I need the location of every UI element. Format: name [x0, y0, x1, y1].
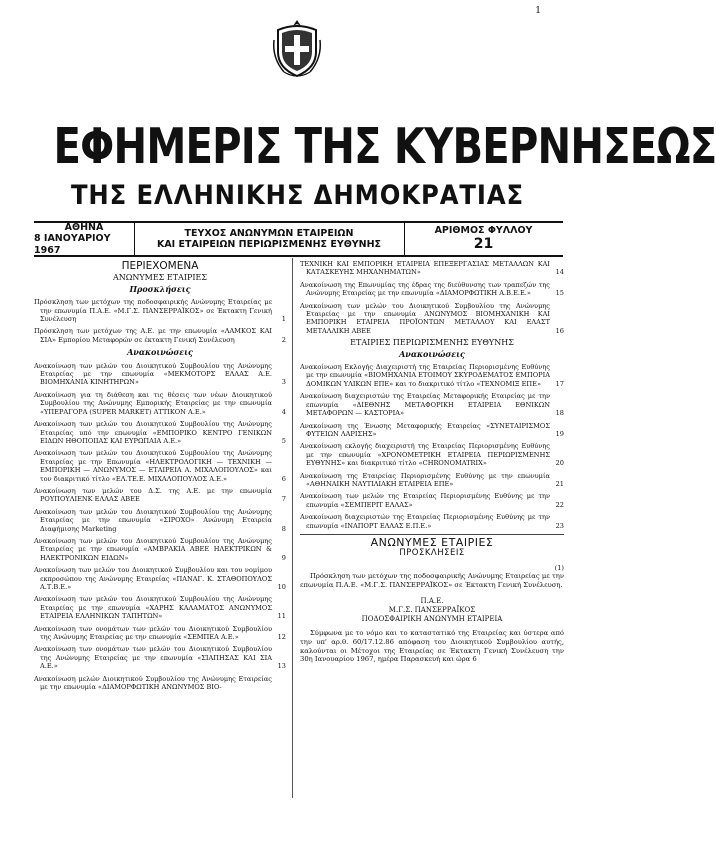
toc-entry[interactable] — [34, 625, 286, 642]
toc-entry-text: Πρόσκληση των μετόχων της ποδοσφαιρικής Ανώνυμης Εταιρείας με την επωνυμία Π.Α.Ε. «Μ.Γ.Σ. ΠΑΝΣΕΡΡΑΪΚΟΣ» σε Έκτακτη Γενική Συνέλευση — [34, 298, 272, 324]
company-line1: Π.Α.Ε. — [420, 597, 444, 606]
epe-announcements-subtitle: Ανακοινώσεις — [399, 348, 465, 359]
toc-entry-number: 18 — [555, 409, 564, 418]
invitations-heading: ΠΡΟΣΚΛΗΣΕΙΣ — [399, 548, 465, 559]
toc-entry[interactable] — [34, 675, 286, 692]
toc-entry[interactable] — [300, 492, 564, 509]
toc-entry[interactable] — [300, 472, 564, 489]
ae-section-title: ΑΝΩΝΥΜΕΣ ΕΤΑΙΡΙΕΣ — [112, 273, 208, 283]
toc-entry-text: Ανακοίνωση των ονομάτων των μελών του Διοικητικού Συμβουλίου της Ανώνυμης Εταιρείας με την επωνυμία «ΣΙΑΠΗΣΑΣ ΚΑΙ ΣΙΑ Α.Ε.» — [34, 645, 272, 671]
toc-entry[interactable] — [300, 281, 564, 298]
toc-entry-text: Ανακοίνωση των μελών του Διοικητικού Συμβουλίου της Ανώνυμης Εταιρείας με την Επωνυμία «ΗΛΕΚΤΡΟΛΟΓΙΚΗ — ΤΕΧΝΙΚΗ — ΕΜΠΟΡΙΚΗ — ΑΝΩΝΥΜΟΣ — ΕΤΑΙΡΕΙΑ Α. ΜΙΧΑΛΟΠΟΥΛΟΣ» και τον διακριτικό τίτλο «ΕΛ.ΤΕ.Ε. ΜΙΧΑΛΟΠΟΥΛΟΣ Α.Ε.» — [34, 449, 272, 483]
toc-entry-text: Ανακοίνωση των μελών της Εταιρείας Περιορισμένης Ευθύνης με την επωνυμία «ΣΕΜΠΕΡΙΤ ΕΛΛΑΣ» — [300, 492, 550, 509]
toc-entry-text: Ανακοίνωση των μελών του Δ.Σ. της Α.Ε. με την επωνυμία ΡΟΥΠΟΥΛΙΕΝΚ ΕΛΛΑΣ ΑΒΕΕ — [34, 486, 272, 504]
toc-entry-number: 16 — [555, 326, 564, 335]
toc-entry-number: 1 — [281, 315, 286, 324]
toc-entry-text: Ανακοίνωση μελών Διοικητικού Συμβουλίου της Ανώνυμης Εταιρείας με την επωνυμία «ΔΙΑΜΟΡΦΩΤΙΚΗ ΑΝΩΝΥΜΟΣ ΒΙΟ- — [34, 674, 272, 692]
toc-entry[interactable] — [300, 392, 564, 417]
sheet-number: 21 — [473, 236, 494, 253]
toc-entry-text: Ανακοίνωση των μελών του Διοικητικού Συμβουλίου της Ανώνυμης Εταιρείας με την επωνυμία «ΧΑΡΗΣ ΚΑΛΑΜΑΤΟΣ ΑΝΩΝΥΜΟΣ ΕΤΑΙΡΕΙΑ ΕΛΛΗΝΙΚΩΝ ΤΑΠΗΤΩΝ» — [34, 595, 272, 621]
toc-entry-text: Ανακοίνωση των μελών του Διοικητικού Συμβουλίου της Ανώνυμης Εταιρείας με την επωνυμία ΑΝΩΝΥΜΟΣ ΒΙΟΜΗΧΑΝΙΚΗ ΚΑΙ ΕΜΠΟΡΙΚΗ ΕΤΑΙΡΕΙΑ ΠΡΟΪΟΝΤΩΝ ΜΕΤΑΛΛΟΥ ΚΑΙ ΕΛΑΣΤ ΜΕΤΑΛΛΙΚΗ ΑΒΕΕ — [300, 301, 550, 335]
toc-entry-text: Ανακοίνωση διαχειριστών της Εταιρείας Περιορισμένης Ευθύνης με την επωνυμία «ΙΝΑΠΟΡΤ ΕΛΛΑΣ Ε.Π.Ε.» — [300, 513, 550, 530]
issue-type-cell — [134, 223, 405, 255]
toc-entry-number: 9 — [281, 553, 286, 562]
item-number: (1) — [554, 563, 564, 572]
toc-entry[interactable] — [34, 566, 286, 591]
toc-entry-number: 5 — [281, 436, 286, 445]
toc-entry[interactable] — [300, 422, 564, 439]
toc-entry-number: 17 — [555, 379, 564, 388]
issue-date: 8 ΙΑΝΟΥΑΡΙΟΥ 1967 — [34, 233, 111, 256]
announcements-subtitle: Ανακοινώσεις — [127, 347, 193, 358]
column-divider — [292, 258, 293, 798]
company-line2: Μ.Γ.Σ. ΠΑΝΣΕΡΡΑΪΚΟΣ — [388, 606, 476, 615]
body-text: Σύμφωνα με το νόμο και το καταστατικό της Εταιρείας και ύστερα από την υπ' αρ.θ. 60/17.12.86 απόφαση του Διοικητικού Συμβουλίου αυτής, καλούνται οι Μέτοχοι της Εταιρείας σε Έκτακτη Γενική Συνέλευση την 30η Ιανουαρίου 1967, ημέρα Παρασκευή και ώρα 6 — [300, 629, 564, 664]
invitations-subtitle: Προσκλήσεις — [129, 283, 191, 294]
toc-entry-text: Ανακοίνωση των μελών του Διοικητικού Συμβουλίου της Ανώνυμης Εταιρείας με την επωνυμία «ΣΙΡΟΧΟ» Ανώνυμη Εταιρεία Διαφήμισης Marketing — [34, 507, 272, 533]
toc-entry[interactable] — [34, 537, 286, 562]
issue-date-cell — [34, 223, 135, 255]
sheet-number-cell — [404, 223, 563, 255]
company-line3: ΠΟΔΟΣΦΑΙΡΙΚΗ ΑΝΩΝΥΜΗ ΕΤΑΙΡΕΙΑ — [361, 615, 503, 624]
toc-entry[interactable] — [34, 391, 286, 416]
page-number: 1 — [535, 6, 541, 16]
toc-entry-number: 4 — [281, 407, 286, 416]
toc-entry-number: 2 — [281, 335, 286, 344]
company-block — [300, 597, 564, 624]
issue-city: ΑΘΗΝΑ — [64, 221, 104, 233]
toc-entry-text: Ανακοίνωση των ονομάτων των μελών του Διοικητικού Συμβουλίου της Ανώνυμης Εταιρείας με την επωνυμία «ΣΕΜΠΕΑ Α.Ε.» — [34, 624, 272, 642]
toc-entry-number: 6 — [281, 474, 286, 483]
item-text: Πρόσκληση των μετόχων της ποδοσφαιρικής Ανώνυμης Εταιρείας με την επωνυμία Π.Α.Ε. «Μ.Γ.Σ. ΠΑΝΣΕΡΡΑΪΚΟΣ» σε Έκτακτη Γενική Συνέλευση. — [300, 572, 564, 589]
toc-entry-text: Ανακοίνωση της Εταιρείας Περιορισμένης Ευθύνης με την επωνυμία «ΑΘΗΝΑΙΚΗ ΝΑΥΤΙΛΙΑΚΗ ΕΤΑΙΡΕΙΑ ΕΠΕ» — [300, 471, 550, 488]
ae-heading: ΑΝΩΝΥΜΕΣ ΕΤΑΙΡΙΕΣ — [370, 535, 494, 549]
toc-entry-number: 13 — [277, 662, 286, 671]
epe-section-title: ΕΤΑΙΡΙΕΣ ΠΕΡΙΩΡΙΣΜΕΝΗΣ ΕΥΘΥΝΗΣ — [350, 338, 514, 348]
toc-entry-number: 20 — [555, 459, 564, 468]
toc-entry[interactable] — [300, 513, 564, 530]
toc-entry-number: 11 — [277, 612, 286, 621]
toc-entry-number: 21 — [555, 479, 564, 488]
toc-entry[interactable] — [34, 645, 286, 670]
toc-entry-number: 7 — [281, 495, 286, 504]
toc-entry-number: 3 — [281, 378, 286, 387]
toc-entry-text: Ανακοίνωση των μελών του Διοικητικού Συμβουλίου της Ανώνυμης Εταιρείας υπό την επωνυμία «ΕΜΠΟΡΙΚΟ ΚΕΝΤΡΟ ΓΕΝΙΚΩΝ ΕΙΔΩΝ ΗΘΟΠΟΙΙΑΣ ΚΑΙ ΕΥΡΩΠΑΙΑ Α.Ε.» — [34, 420, 272, 445]
section-rule — [300, 534, 564, 535]
toc-entry-text: Πρόσκληση των μετόχων της Α.Ε. με την επωνυμία «ΛΑΜΚΟΣ ΚΑΙ ΣΙΑ» Εμπορίου Μεταφορών σε έκτακτη Γενική Συνέλευση — [34, 327, 272, 344]
issue-type-line1: ΤΕΥΧΟΣ ΑΝΩΝΥΜΩΝ ΕΤΑΙΡΕΙΩΝ — [184, 227, 354, 239]
toc-entry-number: 12 — [277, 633, 286, 642]
toc-entry-text: Ανακοίνωση διαχειριστών της Εταιρείας Μεταφορικής Εταιρείας με την επωνυμία «ΔΙΕΘΝΗΣ ΜΕΤΑΦΟΡΙΚΗ ΕΤΑΙΡΕΙΑ ΕΘΝΙΚΩΝ ΜΕΤΑΦΟΡΩΝ — ΚΑΣΤΟΡΙΑ» — [300, 392, 550, 418]
toc-entry[interactable] — [34, 298, 286, 323]
gazette-subtitle: ΤΗΣ ΕΛΛΗΝΙΚΗΣ ΔΗΜΟΚΡΑΤΙΑΣ — [70, 180, 525, 211]
sheet-label: ΑΡΙΘΜΟΣ ΦΥΛΛΟΥ — [434, 224, 533, 236]
toc-entry-text: Ανακοίνωση Εκλογής Διαχειριστή της Εταιρείας Περιορισμένης Ευθύνης με την επωνυμία «ΒΙΟΜΗΧΑΝΙΑ ΕΤΟΙΜΟΥ ΣΚΥΡΟΔΕΜΑΤΟΣ ΕΜΠΟΡΙΑ ΔΟΜΙΚΩΝ ΥΛΙΚΩΝ ΕΠΕ» και το διακριτικό τίτλο «ΤΕΧΝΟΜΙΞ ΕΠΕ» — [300, 363, 550, 388]
toc-entry-number: 22 — [555, 500, 564, 509]
toc-entry-number: 23 — [555, 521, 564, 530]
toc-entry-number: 19 — [555, 429, 564, 438]
toc-entry-text: Ανακοίνωση των μελών του Διοικητικού Συμβουλίου και του νομίμου εκπροσώπου της Ανώνυμης Εταιρείας «ΠΑΝΑΓ. Κ. ΣΤΑΘΟΠΟΥΛΟΣ Α.Τ.Β.Ε.» — [34, 566, 272, 591]
toc-entry-number: 8 — [281, 524, 286, 533]
toc-entry[interactable] — [34, 327, 286, 344]
toc-entry-text: ΤΕΧΝΙΚΗ ΚΑΙ ΕΜΠΟΡΙΚΗ ΕΤΑΙΡΕΙΑ ΕΠΕΞΕΡΓΑΣΙΑΣ ΜΕΤΑΛΛΩΝ ΚΑΙ ΚΑΤΑΣΚΕΥΗΣ ΜΗΧΑΝΗΜΑΤΩΝ» — [300, 260, 550, 277]
toc-entry[interactable] — [300, 442, 564, 467]
contents-title: ΠΕΡΙΕΧΟΜΕΝΑ — [121, 260, 199, 272]
toc-entry[interactable] — [300, 302, 564, 336]
toc-entry[interactable] — [300, 363, 564, 388]
toc-entry-text: Ανακοίνωση της Επωνυμίας της έδρας της διεύθυνσης των τραπεζών της Ανώνυμης Εταιρείας με την επωνυμία «ΔΙΑΜΟΡΦΩΤΙΚΗ Α.Β.Ε.Ε.» — [300, 280, 550, 298]
gazette-title: ΕΦΗΜΕΡΙΣ ΤΗΣ ΚΥΒΕΡΝΗΣΕΩΣ — [53, 118, 716, 175]
toc-entry-text: Ανακοίνωση των μελών του Διοικητικού Συμβουλίου της Ανώνυμης Εταιρείας με την επωνυμία «ΑΜΒΡΑΚΙΑ ΑΒΕΕ ΗΛΕΚΤΡΙΚΩΝ & ΗΛΕΚΤΡΟΝΙΚΩΝ ΕΙΔΩΝ» — [34, 536, 272, 562]
toc-entry-number: 10 — [277, 583, 286, 591]
toc-entry-number: 14 — [555, 268, 564, 277]
toc-entry-text: Ανακοίνωση της Ένωσης Μεταφορικής Εταιρείας «ΣΥΝΕΤΑΙΡΙΣΜΟΣ ΦΥΤΕΙΩΝ ΛΑΡΙΣΗΣ» — [300, 421, 550, 438]
toc-entry[interactable] — [34, 420, 286, 445]
toc-entry[interactable] — [34, 362, 286, 387]
coat-of-arms-emblem — [272, 18, 322, 80]
issue-header — [34, 221, 563, 257]
toc-entry-text: Ανακοίνωση εκλογής διαχειριστή της Εταιρείας Περιορισμένης Ευθύνης με την επωνυμία «ΧΡΟΝΟΜΕΤΡΙΚΗ ΕΤΑΙΡΕΙΑ ΠΕΡΙΩΡΙΣΜΕΝΗΣ ΕΥΘΥΝΗΣ» και διακριτικό τίτλο «CHRONOMATRIX» — [300, 442, 550, 468]
toc-entry[interactable] — [34, 449, 286, 483]
toc-entry-number: 15 — [555, 289, 564, 298]
toc-entry[interactable] — [300, 260, 564, 277]
toc-entry[interactable] — [34, 487, 286, 504]
toc-entry[interactable] — [34, 595, 286, 620]
contents-column — [34, 260, 286, 695]
issue-type-line2: ΚΑΙ ΕΤΑΙΡΕΙΩΝ ΠΕΡΙΩΡΙΣΜΕΝΗΣ ΕΥΘΥΝΗΣ — [156, 239, 382, 250]
toc-entry-text: Ανακοίνωση για τη διάθεση και τις θέσεις των νέων Διοικητικού Συμβουλίου της Ανώνυμης Εμπορικής Εταιρείας με την επωνυμία «ΥΠΕΡΑΓΟΡΑ (SUPER MARKET) ΑΤΤΙΚΟΝ Α.Ε.» — [34, 390, 272, 416]
toc-entry-text: Ανακοίνωση των μελών του Διοικητικού Συμβουλίου της Ανώνυμης Εταιρείας με την επωνυμία «ΜΕΚΜΟΤΟΡΣ ΕΛΛΑΣ Α.Ε. ΒΙΟΜΗΧΑΝΙΑ ΚΙΝΗΤΗΡΩΝ» — [34, 361, 272, 387]
right-column — [300, 260, 564, 664]
toc-entry[interactable] — [34, 508, 286, 533]
